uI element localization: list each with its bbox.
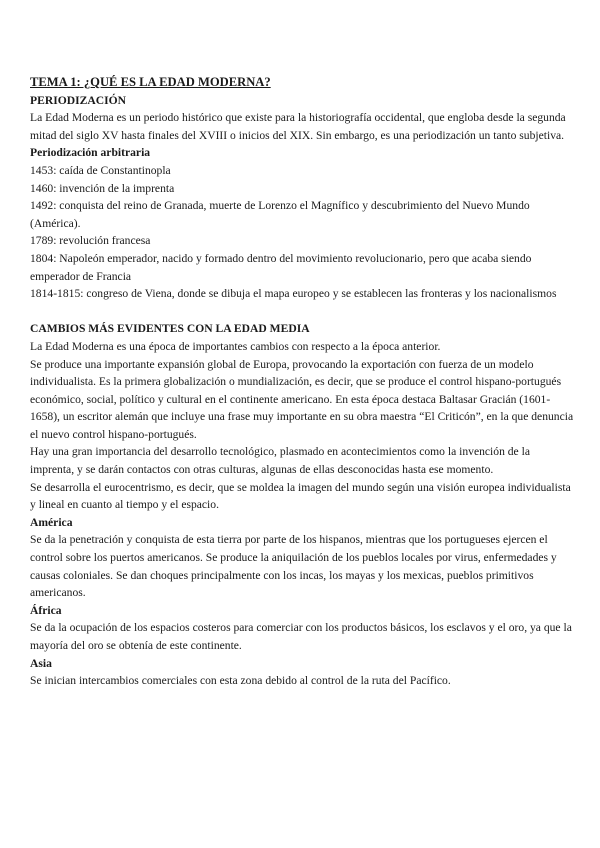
event-item: 1814-1815: congreso de Viena, donde se dibuja el mapa europeo y se establecen las fronteras y los nacionalismos: [30, 287, 557, 301]
cambios-paragraph: Se produce una importante expansión global de Europa, provocando la exportación con fuerza de un modelo individualista. Es la primera globalización o mundialización, es decir, que se produce el control hispano-portugués económico, social, político y cultural en el continente americano. En esta época destaca Baltasar Gracián (1601-1658), un escritor alemán que incluye una frase muy importante en su obra maestra “El Criticón”, en la que denuncia el nuevo control hispano-portugués.: [30, 357, 574, 441]
event-item: 1453: caída de Constantinopla: [30, 163, 171, 177]
document-page: [30, 74, 575, 690]
subheading-america: América: [30, 515, 73, 529]
subheading-asia: Asia: [30, 656, 52, 670]
subheading-africa: África: [30, 603, 62, 617]
periodizacion-intro: La Edad Moderna es un periodo histórico que existe para la historiografía occidental, que engloba desde la segunda mitad del siglo XV hasta finales del XVIII o inicios del XIX. Sin embargo, es una periodización un tanto subjetiva.: [30, 111, 566, 142]
subheading-periodizacion-arbitraria: Periodización arbitraria: [30, 146, 151, 160]
africa-text: Se da la ocupación de los espacios costeros para comerciar con los productos básicos, los esclavos y el oro, ya que la mayoría del oro se obtenía de este continente.: [30, 621, 572, 652]
event-item: 1789: revolución francesa: [30, 234, 151, 248]
event-item: 1804: Napoleón emperador, nacido y formado dentro del movimiento revolucionario, pero que acaba siendo emperador de Francia: [30, 251, 532, 283]
document-title: TEMA 1: ¿QUÉ ES LA EDAD MODERNA?: [30, 75, 271, 89]
section-heading-periodizacion: PERIODIZACIÓN: [30, 93, 126, 107]
cambios-paragraph: Se desarrolla el eurocentrismo, es decir, que se moldea la imagen del mundo según una visión europea individualista y lineal en cuanto al tiempo y el espacio.: [30, 480, 571, 512]
cambios-paragraph: Hay una gran importancia del desarrollo tecnológico, plasmado en acontecimientos como la invención de la imprenta, y se darán contactos con otras culturas, algunas de ellas desconocidas hasta ese momento.: [30, 445, 530, 477]
section-heading-cambios: CAMBIOS MÁS EVIDENTES CON LA EDAD MEDIA: [30, 322, 310, 336]
cambios-paragraph: La Edad Moderna es una época de importantes cambios con respecto a la época anterior.: [30, 339, 441, 353]
asia-text: Se inician intercambios comerciales con esta zona debido al control de la ruta del Pacífico.: [30, 674, 451, 688]
event-item: 1492: conquista del reino de Granada, muerte de Lorenzo el Magnífico y descubrimiento del Nuevo Mundo (América).: [30, 199, 530, 230]
section-spacer: [30, 303, 575, 321]
event-item: 1460: invención de la imprenta: [30, 181, 175, 195]
america-text: Se da la penetración y conquista de esta tierra por parte de los hispanos, mientras que los portugueses ejercen el control sobre los puertos americanos. Se produce la aniquilación de los pueblos locales por virus, enfermedades y causas coloniales. Se dan choques principalmente con los incas, los mayas y los mexicas, pueblos primitivos americanos.: [30, 533, 557, 600]
